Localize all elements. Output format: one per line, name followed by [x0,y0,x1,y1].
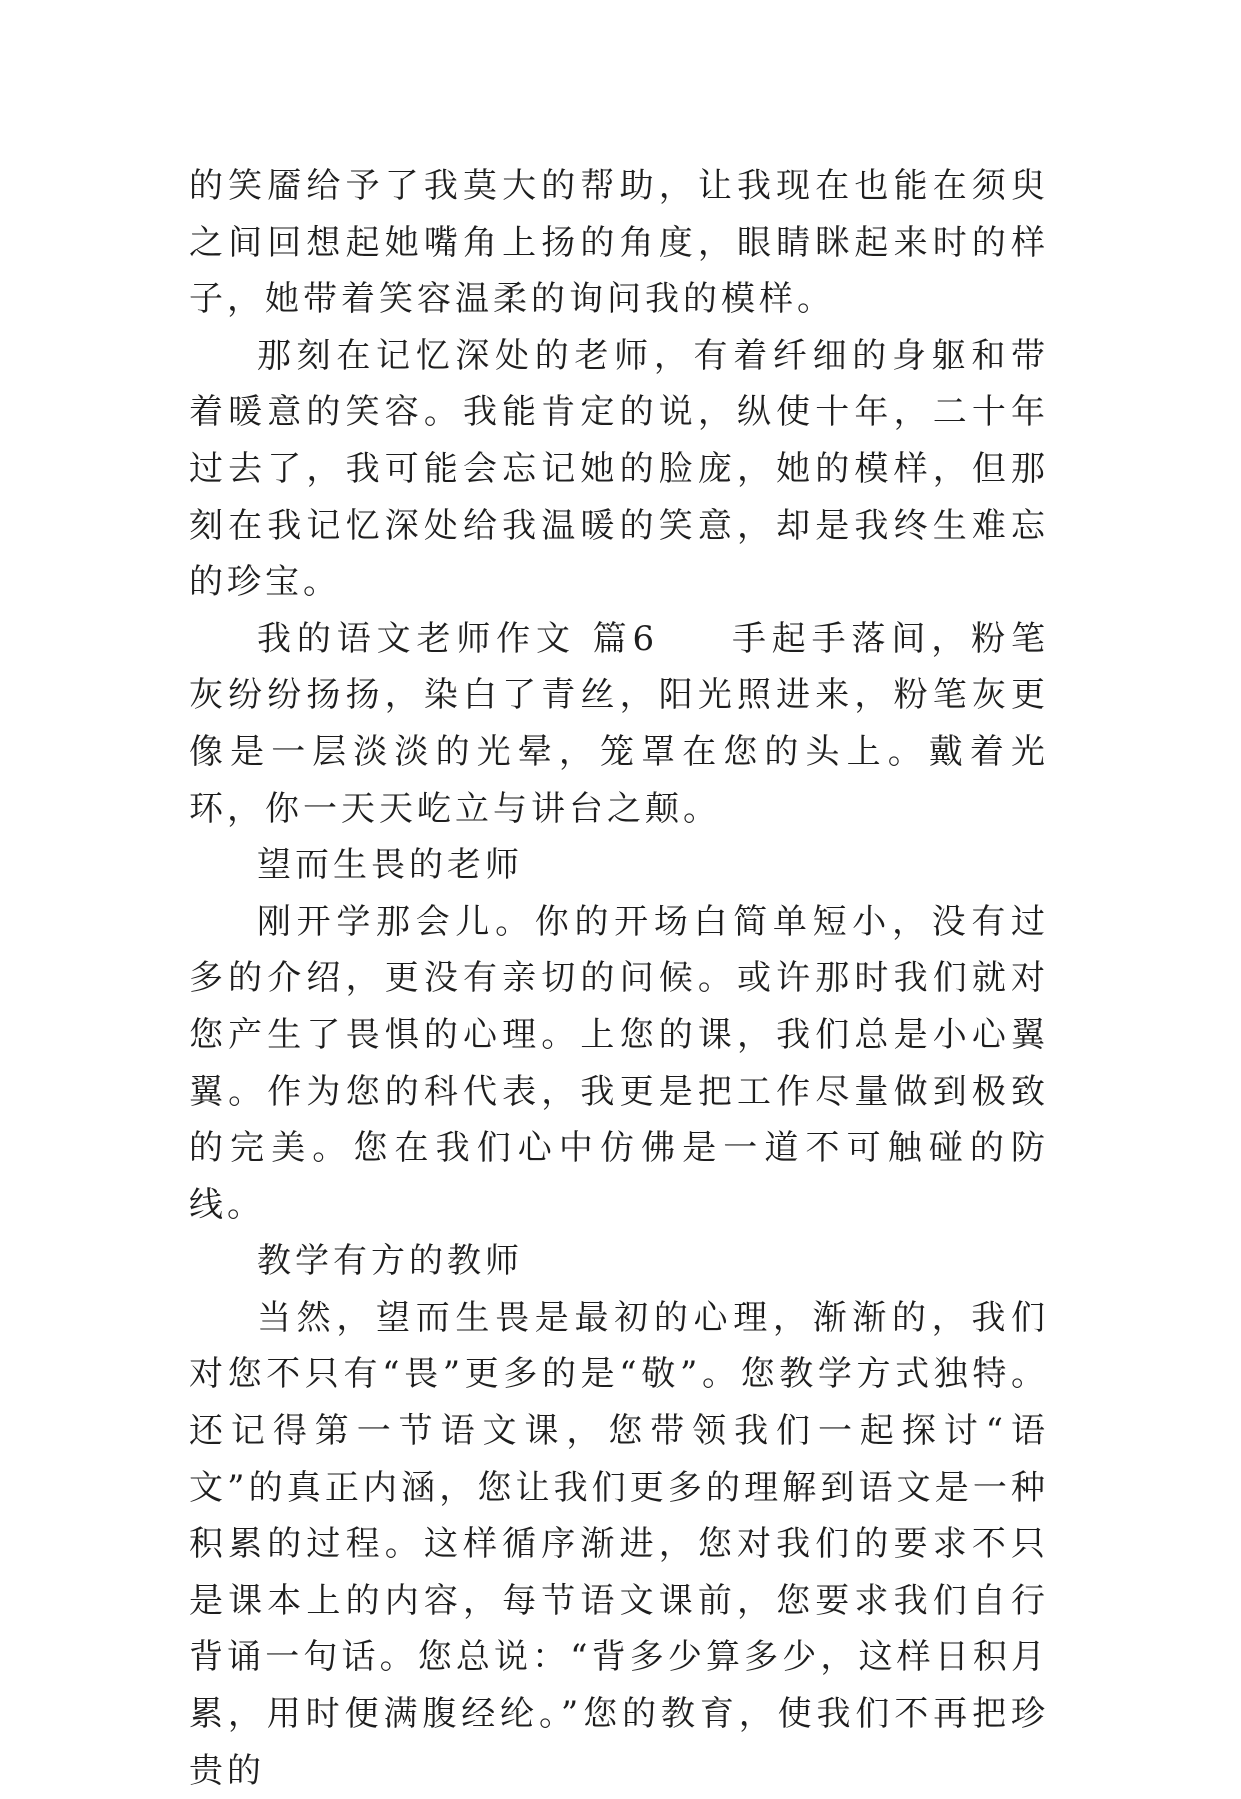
subheading-1: 望而生畏的老师 [257,845,523,886]
paragraph-5: 当然，望而生畏是最初的心理，渐渐的，我们对您不只有“畏”更多的是“敬”。您教学方式独特。还记得第一节语文课，您带领我们一起探讨“语文”的真正内涵，您让我们更多的理解到语文是一种积累的过程。这样循序渐进，您对我们的要求不只是课本上的内容，每节语文课前，您要求我们自行背诵一句话。您总说：“背多少算多少，这样日积月累，用时便满腹经纶。”您的教育，使我们不再把珍贵的 [189,1297,1049,1791]
paragraph-3 [189,611,1049,837]
subheading-2: 教学有方的教师 [257,1241,523,1282]
section-heading: 我的语文老师作文 篇6 [257,618,659,659]
paragraph-1: 的笑靥给予了我莫大的帮助，让我现在也能在须臾之间回想起她嘴角上扬的角度，眼睛眯起来时的样子，她带着笑容温柔的询问我的模样。 [189,166,1049,320]
paragraph-4: 刚开学那会儿。你的开场白简单短小，没有过多的介绍，更没有亲切的问候。或许那时我们就对您产生了畏惧的心理。上您的课，我们总是小心翼翼。作为您的科代表，我更是把工作尽量做到极致的完美。您在我们心中仿佛是一道不可触碰的防线。 [189,901,1049,1225]
paragraph-2: 那刻在记忆深处的老师，有着纤细的身躯和带着暖意的笑容。我能肯定的说，纵使十年，二十年过去了，我可能会忘记她的脸庞，她的模样，但那刻在我记忆深处给我温暖的笑意，却是我终生难忘的珍宝。 [189,335,1049,603]
paragraph-3-text: 手起手落间，粉笔灰纷纷扬扬，染白了青丝，阳光照进来，粉笔灰更像是一层淡淡的光晕，笼罩在您的头上。戴着光环，你一天天屹立与讲台之颠。 [189,618,1049,829]
document-body [189,158,1049,1799]
